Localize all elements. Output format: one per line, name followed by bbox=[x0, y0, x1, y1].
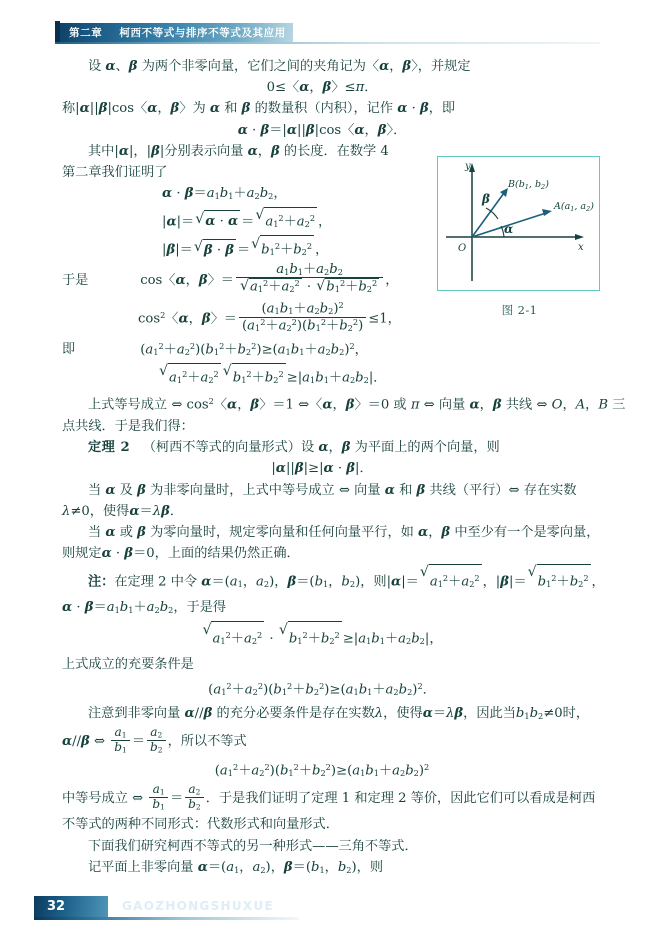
figure-y-label: y bbox=[465, 161, 471, 172]
paragraph-5-line-2: 则规定α · β＝0，上面的结果仍然正确． bbox=[62, 546, 300, 562]
footer-page-tab bbox=[34, 896, 108, 917]
figure-caption: 图 2-1 bbox=[501, 303, 538, 317]
header-chapter-text bbox=[69, 25, 286, 40]
paragraph-2-line-1: 其中|α|，|β|分别表示向量 α，β 的长度．在数学 4 bbox=[88, 143, 389, 159]
paragraph-3-line-1: 上式等号成立 ⇔ $\cos^2$〈α，β〉＝1 ⇔〈α，β〉＝0 或 π ⇔ 向量 α，β 共线 ⇔ O，A，B 三 bbox=[88, 396, 626, 413]
header-color-bar bbox=[55, 23, 293, 42]
equation-8: $(a_1^2+a_2^2)(b_1^2+b_2^2)\ge(a_1b_1+a_2b_2)^2$， bbox=[140, 340, 368, 358]
note-line-2: $\alpha \cdot \beta=a_1b_1+a_2b_2$，于是得 bbox=[62, 600, 227, 616]
equation-9: √ $a_1^2+a_2^2$ √ $b_1^2+b_2^2 \ge|a_1b_1+a_2b_2|$． bbox=[62, 363, 582, 391]
figure-x-label: x bbox=[578, 242, 584, 253]
header-rule bbox=[55, 42, 600, 44]
figure-alpha-label: α bbox=[504, 222, 514, 236]
paragraph-9-line-1: 下面我们研究柯西不等式的另一种形式——三角不等式． bbox=[88, 838, 418, 854]
paragraph-8-line-2: 不等式的两种不同形式：代数形式和向量形式． bbox=[62, 817, 339, 833]
paragraph-4-line-2: λ≠0，使得α＝λβ． bbox=[62, 503, 184, 519]
figure-origin-label: O bbox=[458, 243, 467, 254]
paragraph-5-line-1: 当 α 或 β 为零向量时，规定零向量和任何向量平行，如 α，β 中至少有一个是零向量， bbox=[88, 524, 600, 540]
page-body bbox=[62, 56, 626, 881]
equation-12: $(a_1^2+a_2^2)(b_1^2+b_2^2)\ge(a_1b_1+a_2b_2)^2$． bbox=[208, 680, 436, 697]
paragraph-4-line-1: 当 α 及 β 为非零向量时，上式中等号成立 ⇔ 向量 α 和 β 共线（平行）⇔ 存在实数 bbox=[88, 482, 577, 498]
header-chapter-title: 柯西不等式与排序不等式及其应用 bbox=[119, 27, 286, 39]
note-line-1: 注：在定理 2 中令 $\alpha=(a_1$，$a_2$)，$\beta=(b_1$，$b_2$)，则|α|＝ √ $a_1^2+a_2^2$ ，|β|＝ √ $b_1^2+b_2^2$ ， bbox=[62, 564, 582, 597]
paragraph-7-line-2: α//β ⇔ $\frac{a_1}{b_1}$ ＝ $\frac{a_2}{b_2}$ ，所以不等式 bbox=[62, 724, 247, 755]
theorem-2-heading: 定理 2 （柯西不等式的向量形式）设 α，β 为平面上的两个向量，则 bbox=[88, 440, 500, 456]
theorem-2-name: 定理 2 bbox=[88, 440, 131, 456]
figure-point-b-label: $B(b_1$, $b_2$) bbox=[508, 179, 549, 191]
page-number: 32 bbox=[47, 899, 66, 914]
equation-13: $(a_1^2+a_2^2)(b_1^2+b_2^2)\ge(a_1b_1+a_2b_2)^2$ bbox=[214, 761, 430, 779]
equation-5: |β|＝ √ β · β ＝ √ $b_1^2+b_2^2$ ， bbox=[62, 235, 582, 263]
footer-rule bbox=[34, 917, 299, 920]
equation-6: cos〈α，β〉＝ $a_1b_1+a_2b_2$ √ $a_1^2+a_2^2$ · √ $b_1^2+b_2^2$ ， bbox=[140, 261, 399, 295]
paragraph-2-line-2: 第二章我们证明了 bbox=[62, 165, 168, 181]
equation-1: 0≤〈α，β〉≤π． bbox=[266, 80, 378, 96]
equation-2: α · β＝|α||β|cos〈α，β〉． bbox=[237, 122, 407, 138]
equation-4: |α|＝ √ α · α ＝ √ $a_1^2+a_2^2$ ， bbox=[62, 207, 582, 235]
equation-8-row bbox=[62, 336, 582, 363]
footer-watermark: GAOZHONGSHUXUE bbox=[122, 899, 274, 913]
equation-7: $\cos^2$〈α，β〉＝ $\frac{(a_1b_1+a_2b_2)^2}{(a_1^2+a_2^2)(b_1^2+b_2^2)}$ ≤1， bbox=[138, 299, 401, 333]
note-label: 注： bbox=[88, 574, 115, 590]
equation-3: $\alpha \cdot \beta=a_1b_1+a_2b_2$， bbox=[162, 186, 287, 202]
page-footer bbox=[34, 896, 334, 922]
paragraph-1-line-2: 称|α||β|cos〈α，β〉为 α 和 β 的数量积（内积），记作 α · β，即 bbox=[62, 101, 456, 117]
label-yushi: 于是 bbox=[62, 272, 89, 288]
paragraph-6-line-1: 上式成立的充要条件是 bbox=[62, 657, 194, 673]
figure-beta-label: β bbox=[482, 192, 490, 206]
paragraph-7-line-1: 注意到非零向量 α//β 的充分必要条件是存在实数λ，使得α＝λβ，因此当$b_1b_2\ne 0$时， bbox=[88, 705, 590, 721]
paragraph-1-line-1: 设 α、β 为两个非零向量，它们之间的夹角记为〈α，β〉，并规定 bbox=[88, 59, 471, 74]
paragraph-8-line-1: 中等号成立 ⇔ $\frac{a_1}{b_1}$ ＝ $\frac{a_2}{b_2}$ ．于是我们证明了定理 1 和定理 2 等价，因此它们可以看成是柯西 bbox=[62, 782, 596, 812]
equation-6-row bbox=[62, 261, 582, 298]
header-chapter-label: 第二章 bbox=[69, 27, 103, 39]
running-header bbox=[55, 23, 600, 44]
equation-11: √ $a_1^2+a_2^2$ · √ $b_1^2+b_2^2 \ge|a_1b_1+a_2b_2|$， bbox=[62, 621, 582, 654]
equation-10: |α||β|≥|α · β|． bbox=[271, 461, 373, 477]
header-bar-end-cap bbox=[55, 21, 60, 44]
paragraph-9-line-2: 记平面上非零向量 $\alpha=(a_1$，$a_2$)，$\beta=(b_1$，$b_2$)，则 bbox=[88, 859, 384, 875]
label-ji: 即 bbox=[62, 342, 76, 358]
paragraph-3-line-2: 点共线．于是我们得： bbox=[62, 418, 194, 434]
figure-point-a-label: $A(a_1$, $a_2$) bbox=[554, 201, 594, 213]
